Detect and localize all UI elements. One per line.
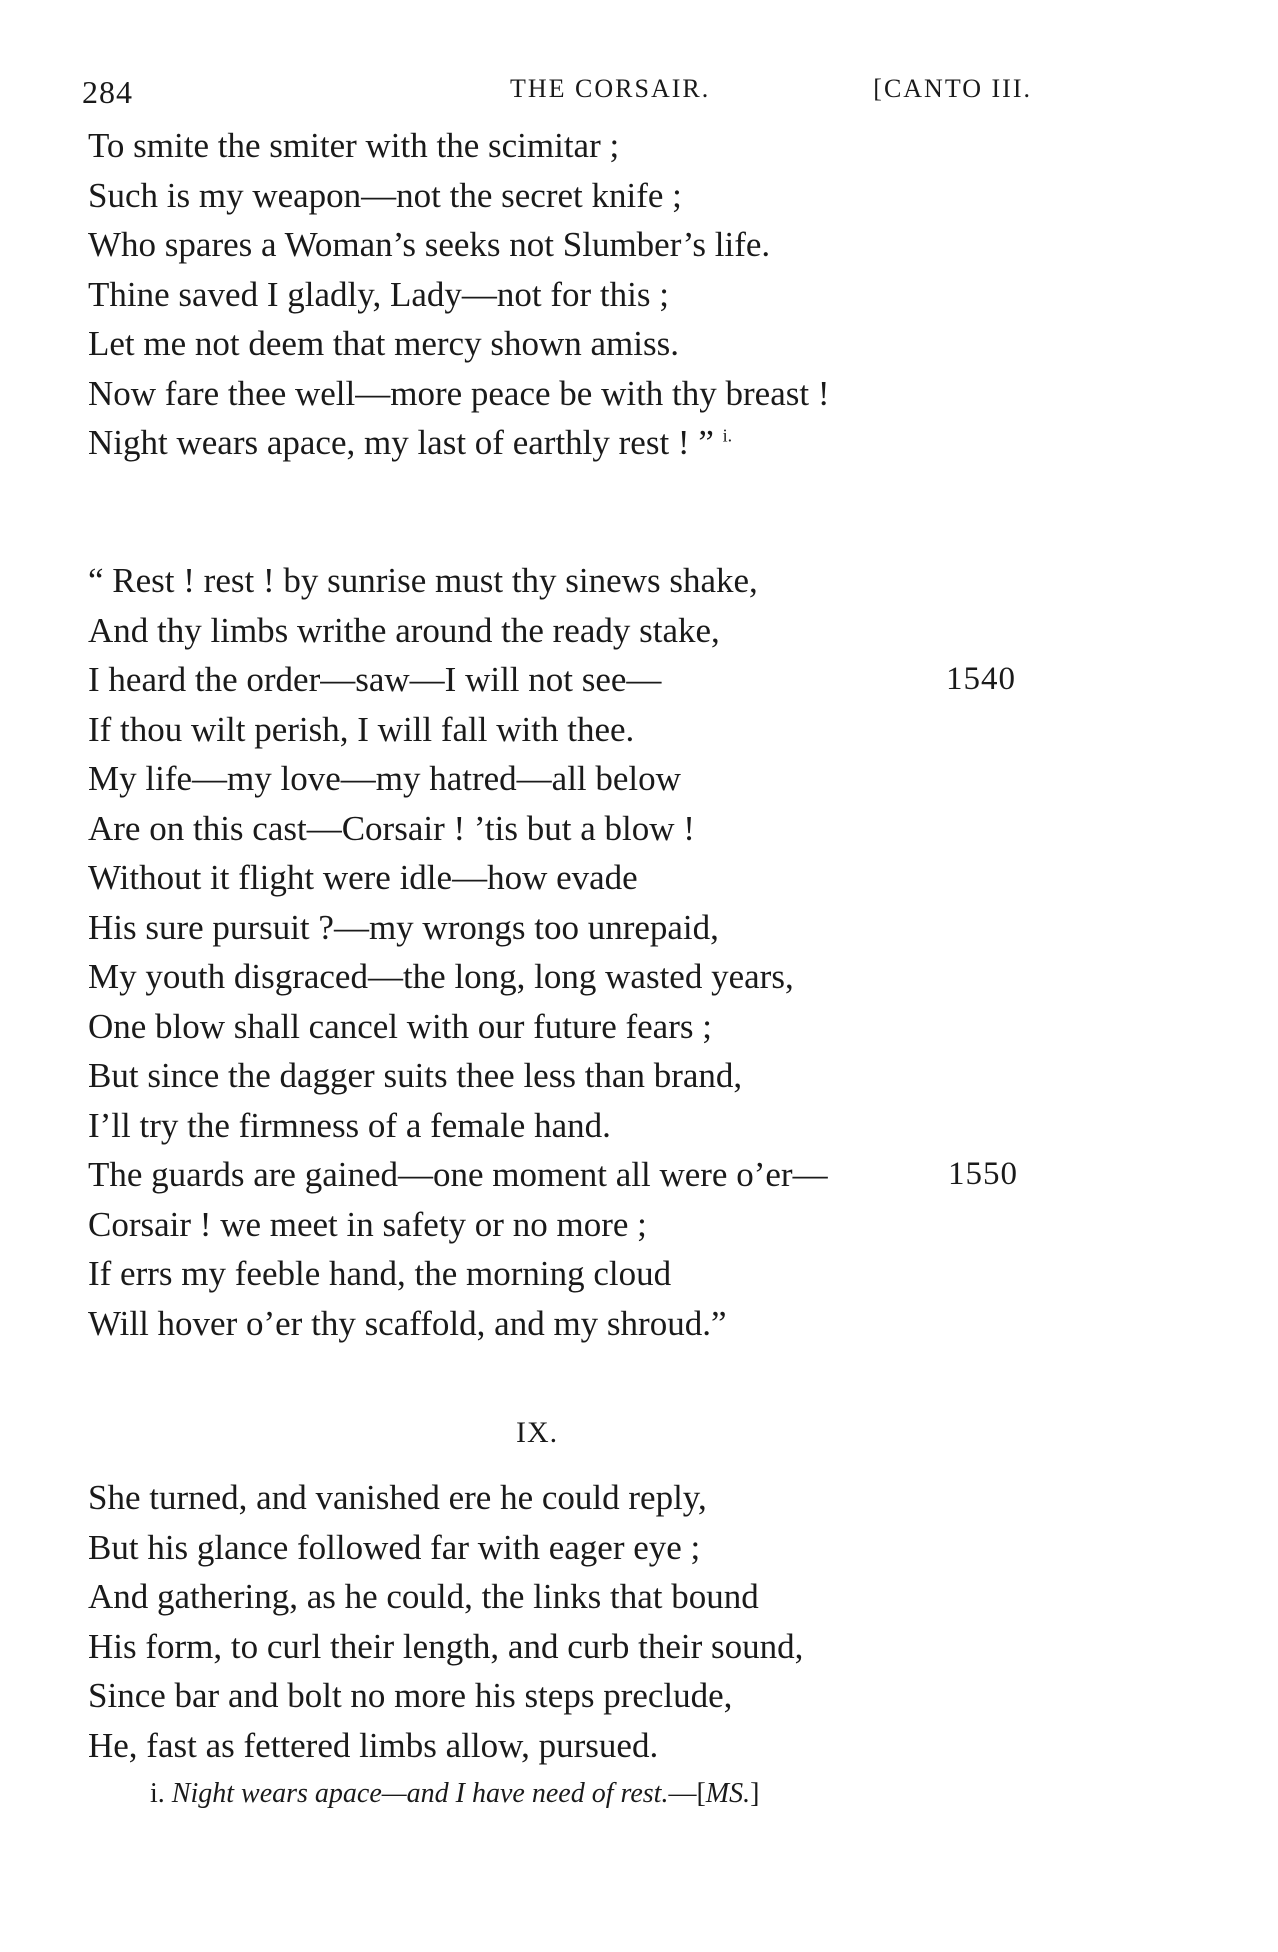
verse-line: I’ll try the firmness of a female hand. [88,1105,611,1145]
verse-line: Such is my weapon—not the secret knife ; [88,175,682,215]
line-number: 1550 [948,1156,1018,1192]
verse-line [88,418,1038,468]
verse-line: “ Rest ! rest ! by sunrise must thy sinews shake, [88,561,758,600]
verse-line: Without it flight were idle—how evade [88,858,638,897]
verse-line: Corsair ! we meet in safety or no more ; [88,1204,647,1244]
verse-line: She turned, and vanished ere he could reply, [88,1478,707,1517]
section-number: IX. [516,1416,559,1449]
verse-line: And gathering, as he could, the links that bound [88,1577,759,1616]
verse-line-text: I heard the order—saw—I will not see— [88,660,662,699]
verse-line: My life—my love—my hatred—all below [88,759,681,798]
verse-line: His sure pursuit ?—my wrongs too unrepaid, [88,907,719,947]
verse-line: But since the dagger suits thee less than brand, [88,1056,743,1095]
verse-line: Now fare thee well—more peace be with thy breast ! [88,373,830,413]
footnote-marker: i. [150,1778,165,1809]
verse-line: Since bar and bolt no more his steps preclude, [88,1676,733,1715]
verse-line: His form, to curl their length, and curb their sound, [88,1626,804,1666]
running-title: THE CORSAIR. [510,74,711,103]
footnote-text: Night wears apace—and I have need of rest. [171,1778,669,1809]
verse-line: Will hover o’er thy scaffold, and my shroud.” [88,1303,727,1343]
footnote [150,1778,759,1810]
verse-line: To smite the smiter with the scimitar ; [88,126,620,165]
verse-line: He, fast as fettered limbs allow, pursued. [88,1725,659,1765]
stanza-3 [88,1473,1038,1770]
stanza-2 [88,556,1038,1348]
line-number: 1540 [946,661,1016,697]
verse-line: One blow shall cancel with our future fears ; [88,1006,712,1046]
footnote-source: MS. [705,1778,751,1809]
verse-line [88,655,1038,705]
running-header [82,74,1032,124]
verse-line-text: Night wears apace, my last of earthly rest ! ” [88,423,714,462]
verse-line [88,1150,1038,1200]
footnote-reference: i. [722,425,733,446]
page-number: 284 [82,74,133,110]
verse-line-text: The guards are gained—one moment all were o’er— [88,1155,828,1194]
verse-line: Let me not deem that mercy shown amiss. [88,324,679,363]
footnote-source-close: ] [750,1778,760,1809]
verse-line: But his glance followed far with eager eye ; [88,1527,701,1567]
verse-line: If errs my feeble hand, the morning cloud [88,1254,672,1293]
verse-line: My youth disgraced—the long, long wasted years, [88,957,794,996]
verse-line: If thou wilt perish, I will fall with thee. [88,709,635,749]
verse-line: Thine saved I gladly, Lady—not for this ; [88,274,669,314]
verse-line: Who spares a Woman’s seeks not Slumber’s life. [88,225,771,264]
stanza-1 [88,121,1038,468]
canto-label: [CANTO III. [873,74,1032,103]
verse-line: And thy limbs writhe around the ready stake, [88,610,720,650]
footnote-source-open: —[ [668,1778,706,1809]
verse-line: Are on this cast—Corsair ! ’tis but a blow ! [88,808,695,848]
